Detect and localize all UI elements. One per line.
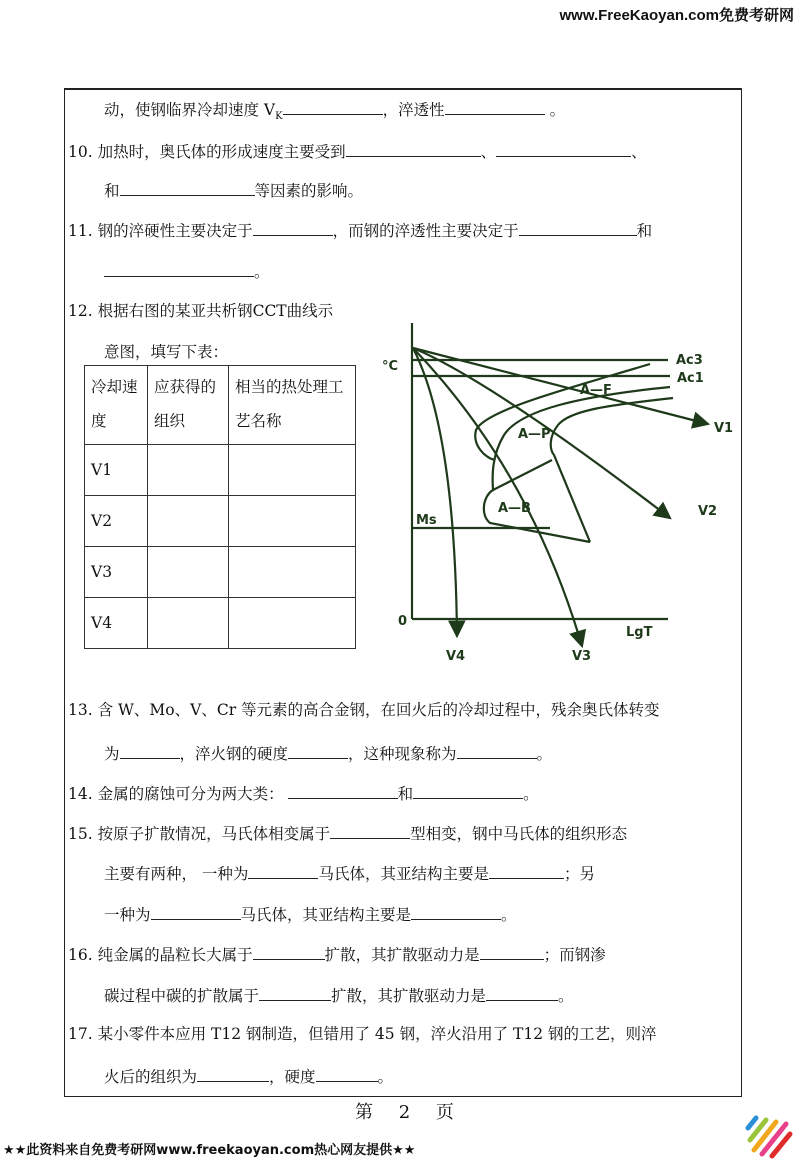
blank[interactable] (445, 98, 545, 115)
row-label: V4 (85, 598, 148, 649)
row-label: V2 (85, 496, 148, 547)
answer-cell[interactable] (148, 547, 229, 598)
q13-line1: 13. 含 W、Mo、V、Cr 等元素的高合金钢，在回火后的冷却过程中，残余奥氏体转变 (68, 701, 660, 719)
text: ；而钢渗 (543, 946, 606, 964)
blank[interactable] (120, 742, 180, 759)
q13-line2 (104, 742, 552, 764)
q12-line1: 12. 根据右图的某亚共析钢CCT曲线示 (68, 302, 334, 320)
q10-line1 (68, 140, 647, 162)
text: 为 (104, 745, 120, 763)
text: ，而钢的淬透性主要决定于 (332, 222, 519, 240)
blank[interactable] (330, 822, 410, 839)
text: 。 (523, 785, 539, 803)
q10-line2 (104, 179, 363, 201)
site-header: www.FreeKaoyan.com免费考研网 (559, 7, 794, 24)
answer-table (84, 365, 356, 649)
table-row (85, 496, 356, 547)
blank[interactable] (288, 782, 398, 799)
blank[interactable] (316, 1065, 378, 1082)
text: 和 (397, 785, 414, 803)
text: 等因素的影响。 (254, 182, 364, 200)
text: ，硬度 (269, 1068, 316, 1086)
text: 11. 钢的淬硬性主要决定于 (68, 222, 253, 240)
header-structure: 应获得的组织 (148, 366, 229, 445)
blank[interactable] (346, 140, 481, 157)
q16-line1 (68, 943, 606, 965)
text: 和 (104, 182, 120, 200)
text: 一种为 (104, 906, 151, 924)
answer-cell[interactable] (148, 496, 229, 547)
blank[interactable] (253, 943, 325, 960)
blank[interactable] (480, 943, 544, 960)
answer-cell[interactable] (229, 547, 356, 598)
answer-cell[interactable] (229, 445, 356, 496)
q17-line1: 17. 某小零件本应用 T12 钢制造，但错用了 45 钢，淬火沿用了 T12 钢的工艺，则淬 (68, 1025, 657, 1043)
text: 。 (549, 101, 566, 119)
blank[interactable] (259, 984, 331, 1001)
page-number: 第 2 页 (355, 1102, 464, 1123)
af-label: A—F (580, 383, 612, 398)
blank[interactable] (489, 862, 564, 879)
origin-label: 0 (398, 614, 408, 629)
text: 马氏体，其亚结构主要是 (240, 906, 412, 924)
header-cooling-rate: 冷却速度 (85, 366, 148, 445)
text: 主要有两种， 一种为 (104, 865, 249, 883)
table-row (85, 598, 356, 649)
v4-label: V4 (446, 649, 466, 664)
text: 14. 金属的腐蚀可分为两大类： (68, 785, 284, 803)
q11-line2 (104, 260, 270, 282)
v3-label: V3 (572, 649, 592, 664)
blank[interactable] (288, 742, 348, 759)
ac3-label: Ac3 (676, 353, 703, 368)
v2-label: V2 (698, 504, 718, 519)
row-label: V1 (85, 445, 148, 496)
row-label: V3 (85, 547, 148, 598)
text: 。 (254, 263, 270, 281)
text: 动，使钢临界冷却速度 V (104, 101, 276, 119)
blank[interactable] (457, 742, 537, 759)
answer-cell[interactable] (148, 598, 229, 649)
q14-line (68, 782, 539, 804)
text: 扩散，其扩散驱动力是 (331, 987, 487, 1005)
text: ，淬火钢的硬度 (179, 745, 289, 763)
q15-line3 (104, 903, 517, 925)
answer-cell[interactable] (148, 445, 229, 496)
subscript: K (275, 111, 283, 123)
answer-cell[interactable] (229, 598, 356, 649)
cct-diagram (380, 310, 800, 670)
blank[interactable] (248, 862, 318, 879)
q16-line2 (104, 984, 574, 1006)
ms-label: Ms (416, 513, 437, 528)
ac1-label: Ac1 (677, 371, 704, 386)
blank[interactable] (519, 219, 637, 236)
blank[interactable] (253, 219, 333, 236)
text: 、 (631, 143, 647, 161)
q12-line2: 意图，填写下表： (104, 343, 229, 361)
ap-label: A—P (518, 427, 551, 442)
blank[interactable] (486, 984, 558, 1001)
q15-line2 (104, 862, 595, 884)
text: 15. 按原子扩散情况，马氏体相变属于 (68, 825, 331, 843)
text: 。 (377, 1068, 394, 1086)
text: 。 (558, 987, 574, 1005)
table-row (85, 547, 356, 598)
text: 。 (501, 906, 517, 924)
table-row (85, 445, 356, 496)
v1-label: V1 (714, 421, 734, 436)
blank[interactable] (151, 903, 241, 920)
header-process: 相当的热处理工艺名称 (229, 366, 356, 445)
q9-line (104, 98, 565, 127)
text: 和 (636, 222, 653, 240)
q15-line1 (68, 822, 627, 844)
text: 16. 纯金属的晶粒长大属于 (68, 946, 253, 964)
ferrite-start-curve (475, 364, 650, 460)
text: ；另 (563, 865, 595, 883)
text: 扩散，其扩散驱动力是 (324, 946, 480, 964)
text: 碳过程中碳的扩散属于 (104, 987, 260, 1005)
footer-note: ★★此资料来自免费考研网www.freekaoyan.com热心网友提供★★ (3, 1143, 416, 1158)
text: 。 (536, 745, 553, 763)
unit-label: °C (382, 359, 399, 374)
blank[interactable] (411, 903, 501, 920)
text: ，淬透性 (382, 101, 445, 119)
x-axis-label: LgT (626, 625, 653, 640)
pearlite-start-curve (484, 387, 670, 542)
text: 火后的组织为 (104, 1068, 198, 1086)
q17-line2 (104, 1065, 393, 1087)
text: 10. 加热时，奥氏体的形成速度主要受到 (68, 143, 346, 161)
text: 、 (480, 143, 497, 161)
q11-line1 (68, 219, 652, 241)
pearlite-finish-curve (551, 398, 673, 542)
blank[interactable] (120, 179, 255, 196)
text: 型相变，钢中马氏体的组织形态 (410, 825, 628, 843)
blank[interactable] (104, 260, 254, 277)
answer-cell[interactable] (229, 496, 356, 547)
blank[interactable] (496, 140, 631, 157)
blank[interactable] (413, 782, 523, 799)
blank[interactable] (197, 1065, 269, 1082)
ab-label: A—B (498, 501, 531, 516)
text: 马氏体，其亚结构主要是 (318, 865, 489, 883)
blank[interactable] (283, 98, 383, 115)
text: ，这种现象称为 (348, 745, 457, 763)
site-logo-icon (744, 1114, 794, 1160)
